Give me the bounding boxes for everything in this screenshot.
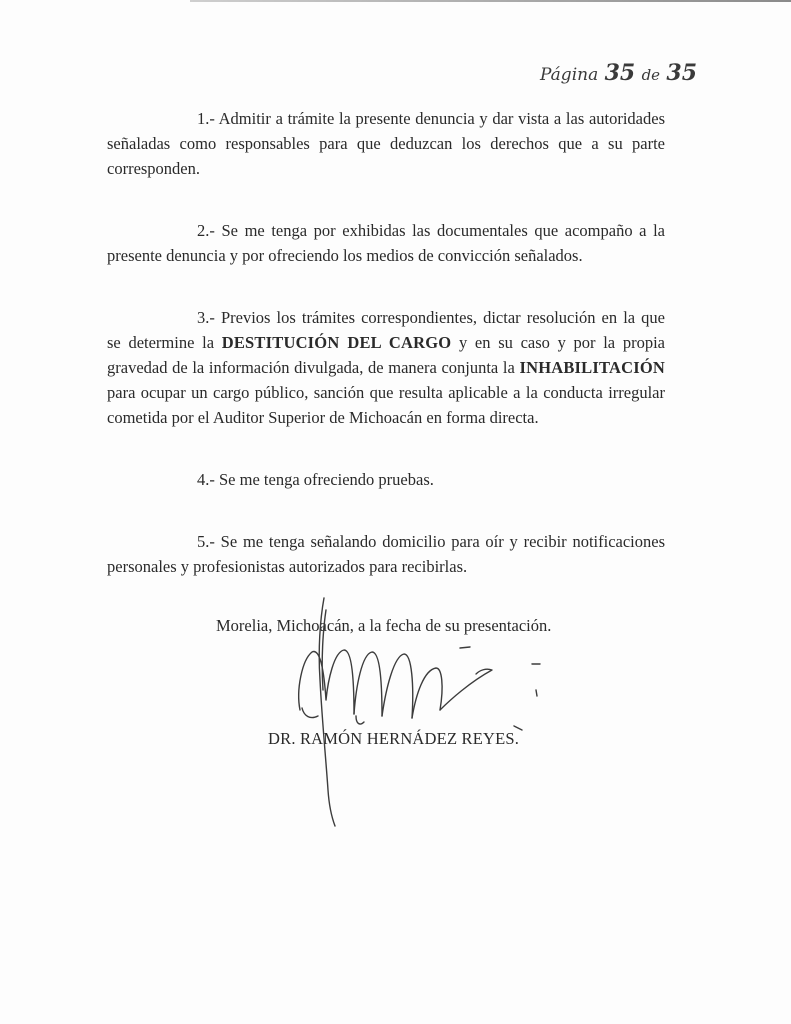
petition-3	[107, 305, 665, 430]
petition-number: 3.-	[197, 308, 215, 327]
petition-2	[107, 218, 665, 268]
petition-4	[107, 467, 665, 492]
page-number	[540, 60, 698, 86]
signer-name: DR. RAMÓN HERNÁDEZ REYES.	[268, 729, 520, 748]
petitions-list	[107, 106, 665, 616]
page-current: 35	[604, 60, 636, 86]
petition-number: 1.-	[197, 109, 215, 128]
petition-text: Admitir a trámite la presente denuncia y dar vista a las autoridades señaladas como responsables para que deduzcan los derechos que a su parte corresponden.	[107, 109, 665, 178]
scan-edge	[190, 0, 791, 2]
petition-5	[107, 529, 665, 579]
petition-text: y en su caso y por la propia gravedad de la información divulgada, de manera conjunta la	[107, 333, 665, 377]
petition-1	[107, 106, 665, 181]
page-word: Página	[540, 65, 599, 85]
petition-emphasis: INHABILITACIÓN	[519, 358, 665, 377]
petition-number: 2.-	[197, 221, 215, 240]
petition-text: Previos los trámites correspondientes, dictar resolución en la que se determine la	[107, 308, 665, 352]
petition-text: para ocupar un cargo público, sanción que resulta aplicable a la conducta irregular cometida por el Auditor Superior de Michoacán en forma directa.	[107, 383, 665, 427]
place-date: Morelia, Michoacán, a la fecha de su presentación.	[216, 616, 552, 635]
petition-text: Se me tenga por exhibidas las documentales que acompaño a la presente denuncia y por ofreciendo los medios de convicción señalados.	[107, 221, 666, 265]
petition-text: Se me tenga ofreciendo pruebas.	[219, 470, 434, 489]
petition-number: 4.-	[197, 470, 215, 489]
page-total: 35	[666, 60, 698, 86]
petition-emphasis: DESTITUCIÓN DEL CARGO	[221, 333, 452, 352]
handwritten-signature	[290, 590, 550, 830]
page-of: de	[641, 66, 661, 84]
petition-text: Se me tenga señalando domicilio para oír y recibir notificaciones personales y profesionistas autorizados para recibirlas.	[107, 532, 665, 576]
petition-number: 5.-	[197, 532, 215, 551]
